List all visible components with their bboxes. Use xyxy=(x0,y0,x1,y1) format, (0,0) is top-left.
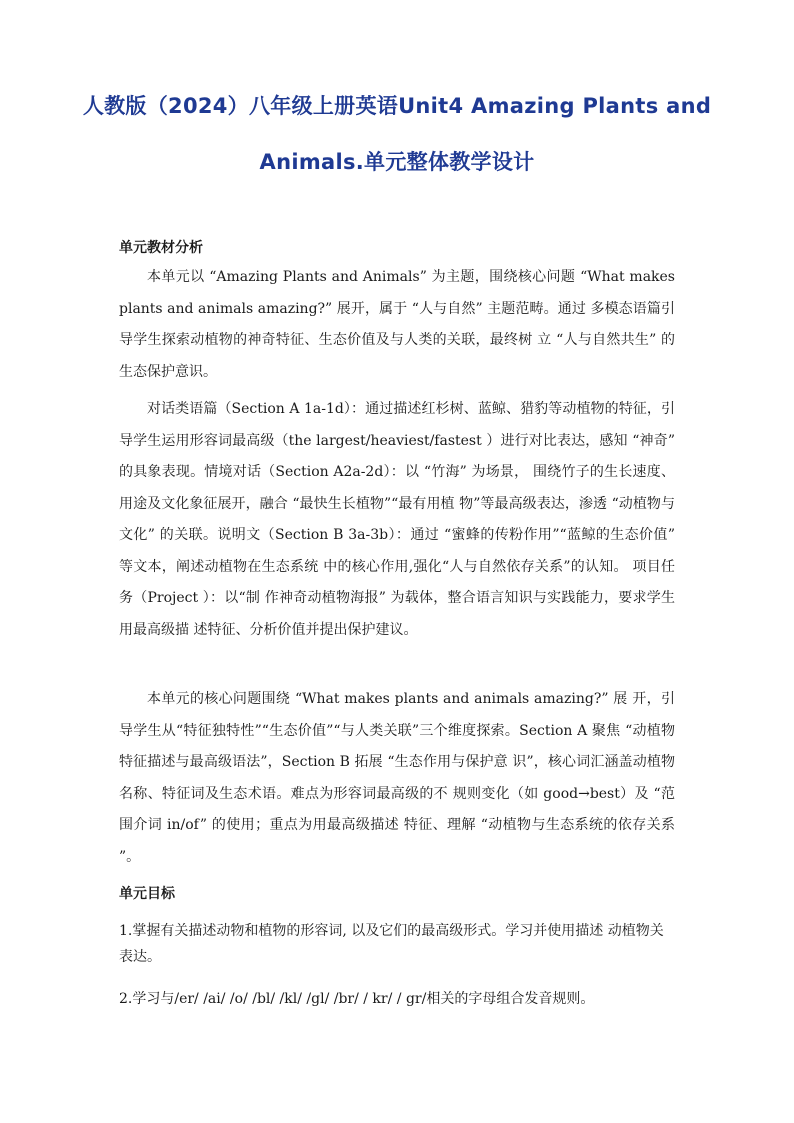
document-title: 人教版（2024）八年级上册英语Unit4 Amazing Plants and Animals.单元整体教学设计 xyxy=(82,94,712,174)
goal-item-1: 1.掌握有关描述动物和植物的形容词, 以及它们的最高级形式。学习并使用描述 动植物关表达。 xyxy=(119,923,664,965)
section-heading-goals: 单元目标 xyxy=(119,886,175,902)
goal-item-2: 2.学习与/er/ /ai/ /o/ /bl/ /kl/ /gl/ /br/ / kr/ / gr/相关的字母组合发音规则。 xyxy=(119,991,595,1007)
section-heading-analysis: 单元教材分析 xyxy=(119,240,203,256)
analysis-paragraph-3: 本单元的核心问题围绕 “What makes plants and animals amazing?” 展 开，引导学生从“特征独特性”“生态价值”“与人类关联”三个维度探索。Section A 聚焦 “动植物特征描述与最高级语法”，Section B 拓展 “生态作用与保护意 识”，核心词汇涵盖动植物名称、特征词及生态术语。难点为形容词最高级的不 规则变化（如 good→best）及 “范围介词 in/of” 的使用；重点为用最高级描述 特征、理解 “动植物与生态系统的依存关系 ”。 xyxy=(119,691,675,865)
analysis-paragraph-2: 对话类语篇（Section A 1a-1d）：通过描述红杉树、蓝鲸、猎豹等动植物的特征，引导学生运用形容词最高级（the largest/heaviest/fastest ）进行对比表达，感知 “神奇” 的具象表现。情境对话（Section A2a-2d）：以 “竹海” 为场景， 围绕竹子的生长速度、用途及文化象征展开，融合 “最快生长植物”“最有用植 物”等最高级表达，渗透 “动植物与文化” 的关联。说明文（Section B 3a-3b）：通过 “蜜蜂的传粉作用”“蓝鲸的生态价值” 等文本，阐述动植物在生态系统 中的核心作用,强化“人与自然依存关系”的认知。 项目任务（Project ）：以“制 作神奇动植物海报” 为载体，整合语言知识与实践能力，要求学生用最高级描 述特征、分析价值并提出保护建议。 xyxy=(119,401,675,638)
analysis-paragraph-1: 本单元以 “Amazing Plants and Animals” 为主题，围绕核心问题 “What makes plants and animals amazing?” 展开，属于 “人与自然” 主题范畴。通过 多模态语篇引导学生探索动植物的神奇特征、生态价值及与人类的关联，最终树 立 “人与自然共生” 的生态保护意识。 xyxy=(119,269,675,380)
